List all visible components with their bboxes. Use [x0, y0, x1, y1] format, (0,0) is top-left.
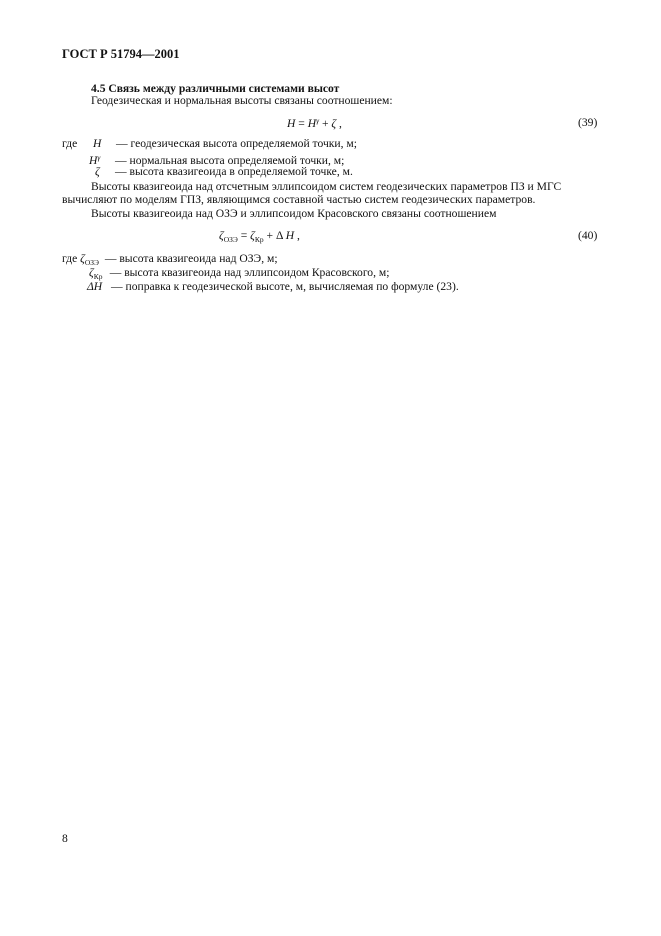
eq39-plus: +: [319, 117, 332, 130]
defs2-symbol-delta-h: ΔH: [87, 280, 103, 293]
defs1-symbol-h: H: [93, 137, 102, 150]
document-header: ГОСТ Р 51794—2001: [62, 47, 180, 61]
defs1-text-1: — геодезическая высота определяемой точки, м;: [116, 137, 357, 150]
para1-line2: вычисляют по моделям ГПЗ, являющимся составной частью систем геодезических параметров.: [62, 193, 536, 206]
page-number: 8: [62, 832, 68, 845]
eq39-lhs: H: [287, 117, 296, 130]
defs1-text-3: — высота квазигеоида в определяемой точке, м.: [115, 165, 353, 178]
defs2-text-2: — высота квазигеоида над эллипсоидом Красовского, м;: [109, 266, 390, 279]
defs2-text-1: — высота квазигеоида над ОЗЭ, м;: [104, 252, 278, 265]
eq40-h: H: [285, 229, 295, 242]
equation-39: [287, 116, 342, 130]
defs2-text-3: — поправка к геодезической высоте, м, вычисляемая по формуле (23).: [111, 280, 459, 293]
section-intro: Геодезическая и нормальная высоты связаны соотношением:: [91, 94, 393, 107]
eq40-zeta1-sub: ОЗЭ: [223, 235, 238, 244]
defs2-symbol-zeta-oze: ζ: [80, 252, 85, 265]
eq40-zeta2: ζ: [250, 229, 255, 242]
equation-39-number: (39): [578, 116, 598, 129]
eq39-tail: ,: [336, 117, 342, 130]
eq39-equals: =: [295, 117, 308, 130]
defs1-where: где: [62, 137, 78, 150]
eq40-equals: =: [237, 229, 251, 242]
defs1-symbol-zeta: ζ: [95, 165, 100, 178]
defs1-symbol-hgamma-sup: γ: [97, 153, 101, 162]
eq39-h: H: [307, 117, 317, 130]
eq39-zeta: ζ: [331, 117, 337, 130]
section-title: 4.5 Связь между различными системами высот: [91, 82, 340, 95]
equation-40: [219, 229, 300, 244]
defs2-symbol-zeta-kr-sub: Кр: [93, 272, 103, 281]
eq40-zeta2-sub: Кр: [254, 235, 264, 244]
defs1-symbol-hgamma: H: [89, 154, 98, 167]
defs2-symbol-zeta-kr: ζ: [89, 266, 94, 279]
defs2-item-3: [87, 280, 459, 294]
para2: Высоты квазигеоида над ОЗЭ и эллипсоидом Красовского связаны соотношением: [91, 207, 497, 220]
equation-40-number: (40): [578, 229, 598, 242]
defs1-text-2: — нормальная высота определяемой точки, м;: [115, 154, 345, 167]
eq40-zeta1: ζ: [219, 229, 224, 242]
defs2-where: где: [62, 252, 78, 265]
defs2-symbol-zeta-oze-sub: ОЗЭ: [84, 258, 99, 267]
eq39-h-sup: γ: [316, 116, 320, 125]
defs1-item-3: [95, 165, 353, 179]
defs1-item-1: [92, 137, 357, 151]
eq40-tail: ,: [294, 229, 300, 242]
eq40-plus-delta: + Δ: [263, 229, 286, 242]
para1-line1: Высоты квазигеоида над отсчетным эллипсоидом систем геодезических параметров ПЗ и МГС: [91, 180, 562, 193]
